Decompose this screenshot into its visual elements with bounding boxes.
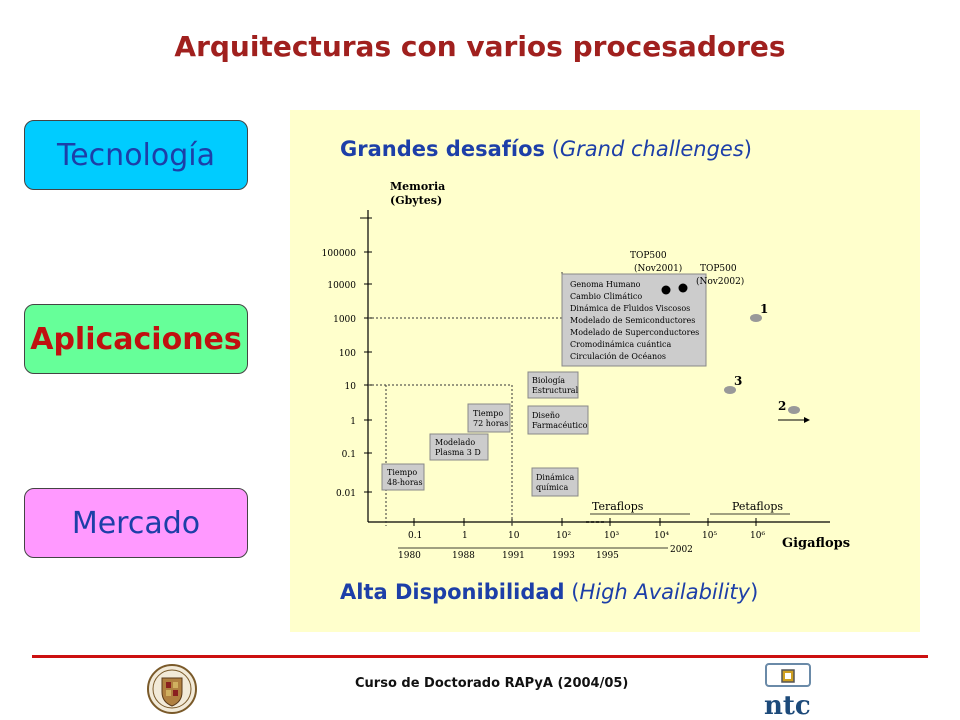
y-tick-label-3: 10: [344, 382, 356, 392]
year-label-5: 2002: [670, 545, 693, 555]
box-gc-line-7: Circulación de Océanos: [570, 352, 667, 361]
x-tick-label-1: 1: [462, 531, 468, 541]
x-tick-label-0: 0.1: [408, 531, 423, 541]
high-availability-paren-close: ): [750, 580, 759, 604]
box-plasma-3d-line-1: Modelado: [435, 438, 476, 447]
x-tick-label-6: 10⁵: [702, 531, 718, 541]
marker-1: [750, 302, 768, 322]
high-availability-paren-open: (: [564, 580, 580, 604]
y-tick-label-5: 1000: [333, 315, 356, 325]
y-tick-label-1: 0.1: [341, 450, 356, 460]
box-gc-line-6: Cromodinámica cuántica: [570, 340, 672, 349]
y-tick-label-7: 100000: [321, 249, 356, 259]
tecnologia-button[interactable]: Tecnología: [24, 120, 248, 190]
high-availability-italic: High Availability: [579, 580, 751, 604]
marker-2-label: 2: [778, 399, 787, 413]
top500-2001-line-2: (Nov2001): [634, 264, 683, 274]
top500-2002-line-1: TOP500: [700, 264, 737, 274]
top500-2002-dot: [679, 284, 688, 293]
y-tick-label-0: 0.01: [335, 489, 356, 499]
x-tick-label-7: 10⁶: [750, 531, 766, 541]
slide-title: Arquitecturas con varios procesadores: [174, 30, 786, 63]
box-tiempo-48-line-1: Tiempo: [387, 468, 418, 477]
box-diseno: [528, 406, 588, 434]
range-petaflops: Petaflops: [732, 500, 784, 513]
top500-2001-dot: [662, 286, 671, 295]
box-dinamica: [532, 468, 578, 496]
university-seal-icon: [146, 662, 198, 716]
xlabel: Gigaflops: [782, 536, 851, 551]
y-tick-label-2: 1: [350, 417, 356, 427]
ylabel-line-2: (Gbytes): [390, 194, 443, 207]
box-biologia-line-1: Biología: [532, 376, 566, 385]
year-label-1: 1988: [452, 551, 475, 561]
year-labels: [398, 545, 693, 561]
x-tick-label-4: 10³: [604, 531, 620, 541]
y-tick-label-4: 100: [338, 349, 356, 359]
box-diseno-line-2: Farmacéutico: [532, 421, 588, 430]
box-biologia: [528, 372, 579, 398]
box-gc-line-3: Dinámica de Fluidos Viscosos: [570, 304, 691, 313]
svg-text:ntc: ntc: [764, 691, 811, 718]
box-plasma-3d-line-2: Plasma 3 D: [435, 448, 481, 457]
box-tiempo-72-line-2: 72 horas: [473, 419, 509, 428]
year-label-3: 1993: [552, 551, 575, 561]
marker-1-label: 1: [760, 302, 769, 316]
y-ticks: [322, 249, 372, 499]
box-tiempo-48-line-2: 48-horas: [387, 478, 423, 487]
year-label-4: 1995: [596, 551, 619, 561]
box-tiempo-48: [382, 464, 424, 490]
top500-2002-line-2: (Nov2002): [696, 277, 745, 287]
footer-text: Curso de Doctorado RAPyA (2004/05): [355, 676, 629, 691]
grand-challenges-bold: Grandes desafíos: [340, 137, 546, 161]
y-tick-label-6: 10000: [327, 281, 356, 291]
box-plasma-3d: [430, 434, 488, 460]
box-diseno-line-1: Diseño: [532, 411, 560, 420]
high-availability-bold: Alta Disponibilidad: [340, 580, 565, 604]
box-gc-line-1: Genoma Humano: [570, 280, 641, 289]
grand-challenges-heading: [340, 137, 752, 161]
marker-3: [724, 374, 742, 394]
year-label-2: 1991: [502, 551, 525, 561]
x-tick-label-3: 10²: [556, 531, 572, 541]
year-label-0: 1980: [398, 551, 421, 561]
top500-2001-line-1: TOP500: [630, 251, 667, 261]
marker-2: [778, 399, 810, 423]
marker-2-blob: [788, 406, 800, 414]
x-tick-label-5: 10⁴: [654, 531, 670, 541]
x-tick-label-2: 10: [508, 531, 520, 541]
mercado-button[interactable]: Mercado: [24, 488, 248, 558]
marker-2-arrowhead: [804, 417, 810, 423]
grand-challenges-chart: [290, 170, 860, 570]
grand-challenges-italic: Grand challenges: [559, 137, 744, 161]
marker-3-label: 3: [734, 374, 743, 388]
box-biologia-line-2: Estructural: [532, 386, 579, 395]
ntc-logo-icon: [760, 662, 816, 718]
box-gc-line-2: Cambio Climático: [570, 292, 643, 301]
range-teraflops: Teraflops: [592, 500, 644, 513]
box-dinamica-line-1: Dinámica: [536, 473, 575, 482]
footer-line: [32, 655, 928, 658]
box-gc-line-5: Modelado de Superconductores: [570, 328, 700, 337]
box-tiempo-72-line-1: Tiempo: [473, 409, 504, 418]
box-gc-line-4: Modelado de Semiconductores: [570, 316, 696, 325]
grand-challenges-paren-open: (: [545, 137, 560, 161]
grand-challenges-paren-close: ): [743, 137, 752, 161]
aplicaciones-button[interactable]: Aplicaciones: [24, 304, 248, 374]
box-tiempo-72: [468, 404, 510, 432]
high-availability-heading: [340, 580, 758, 604]
box-dinamica-line-2: química: [536, 483, 569, 492]
ylabel-line-1: Memoria: [390, 180, 446, 193]
